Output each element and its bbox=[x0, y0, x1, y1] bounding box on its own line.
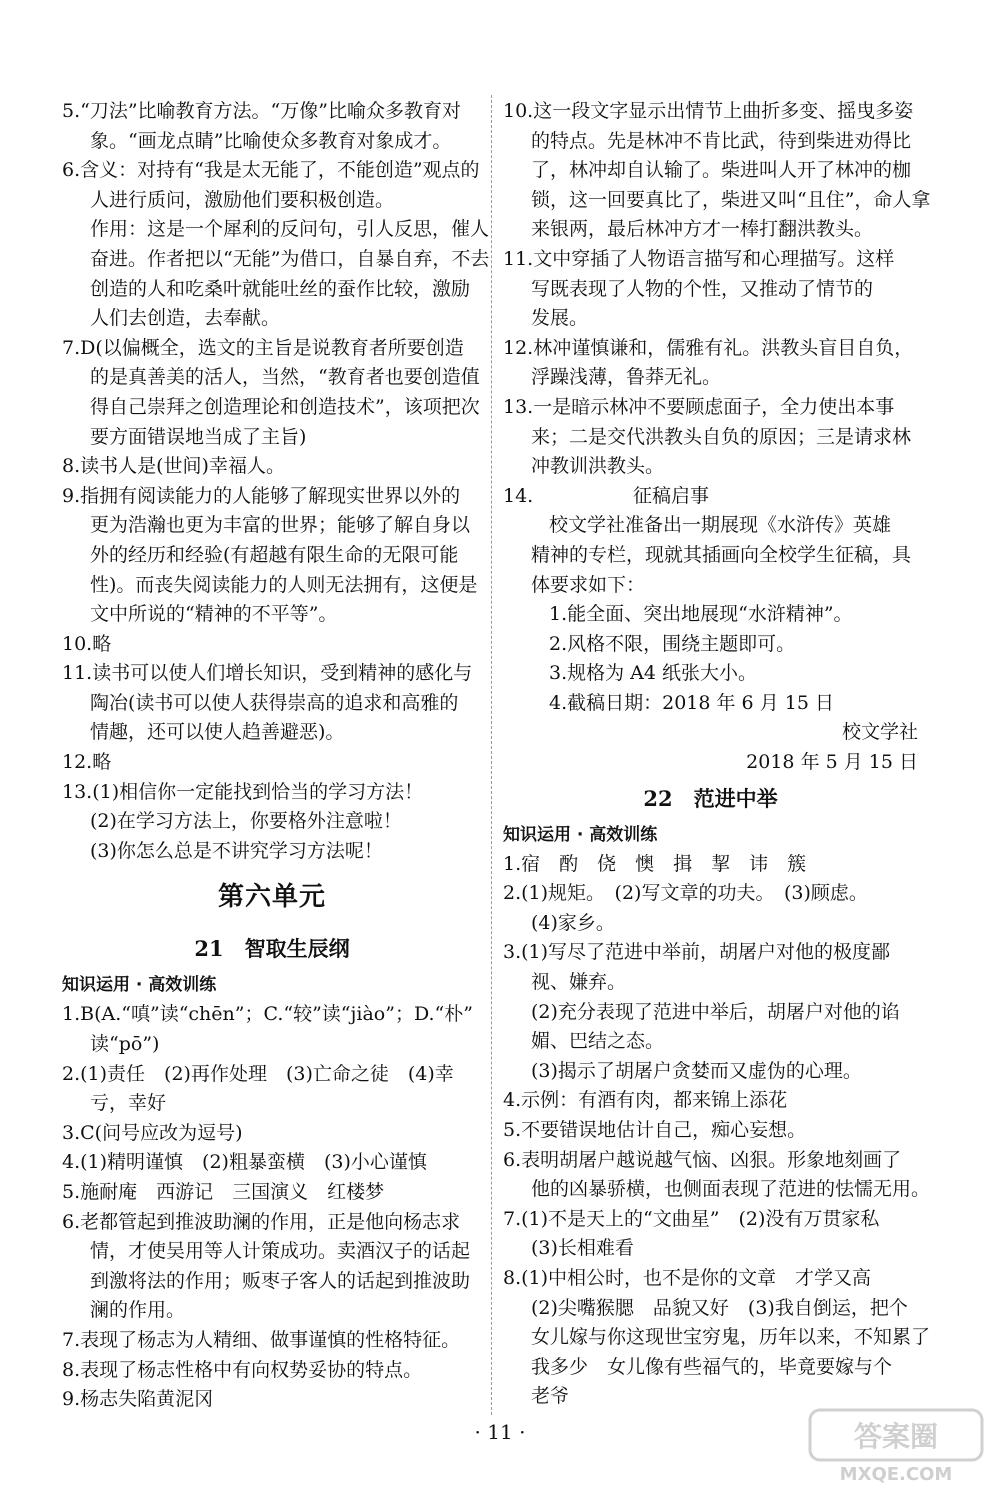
right-answer-line: 7.(1)不是天上的“文曲星” (2)没有万贯家私 bbox=[503, 1207, 880, 1230]
left-answer-line: 2.(1)责任 (2)再作处理 (3)亡命之徒 (4)幸 bbox=[62, 1062, 454, 1085]
right-answer-line: 12.林冲谨慎谦和，儒雅有礼。洪教头盲目自负， bbox=[503, 336, 914, 359]
left-answer-line: 陶冶(读书可以使人获得崇高的追求和高雅的 bbox=[90, 691, 459, 714]
left-answer-line: 11.读书可以使人们增长知识，受到精神的感化与 bbox=[62, 662, 473, 685]
left-answer-line: 得自己崇拜之创造理论和创造技术”，该项把次 bbox=[90, 395, 480, 418]
left-answer-line: 性)。而丧失阅读能力的人则无法拥有，这便是 bbox=[90, 573, 478, 596]
left-answer-line: 7.表现了杨志为人精细、做事谨慎的性格特征。 bbox=[62, 1328, 461, 1351]
right-column bbox=[503, 97, 931, 1412]
left-answer-line: 9.杨志失陷黄泥冈 bbox=[62, 1388, 214, 1411]
right-answer-line: 10.这一段文字显示出情节上曲折多变、摇曳多姿 bbox=[503, 100, 914, 122]
left-answer-line: 5.施耐庵 西游记 三国演义 红楼梦 bbox=[62, 1181, 385, 1203]
left-answer-line: 人们去创造，去奉献。 bbox=[90, 307, 281, 330]
left-answer-line: 外的经历和经验(有超越有限生命的无限可能 bbox=[90, 543, 459, 566]
left-answer-line: 3.C(问号应改为逗号) bbox=[62, 1121, 243, 1144]
left-answer-line: 的是真善美的活人，当然，“教育者也要创造值 bbox=[90, 366, 480, 389]
signature-line: 校文学社 bbox=[841, 721, 918, 744]
left-answer-line: 10.略 bbox=[62, 632, 112, 655]
left-answer-line: 8.读书人是(世间)幸福人。 bbox=[62, 455, 285, 478]
right-answer-line: 来；二是交代洪教头自负的原因；三是请求林 bbox=[531, 425, 912, 448]
left-answer-line: 澜的作用。 bbox=[90, 1299, 186, 1322]
right-answer-line: 写既表现了人物的个性，又推动了情节的 bbox=[531, 277, 874, 300]
left-answer-line: 4.(1)精明谨慎 (2)粗暴蛮横 (3)小心谨慎 bbox=[62, 1151, 427, 1174]
right-answer-line: (2)充分表现了范进中举后，胡屠户对他的谄 bbox=[531, 1000, 900, 1023]
left-answer-line: (2)在学习方法上，你要格外注意啦！ bbox=[90, 810, 402, 833]
left-answer-line: 9.指拥有阅读能力的人能够了解现实世界以外的 bbox=[62, 484, 461, 507]
left-answer-line: 8.表现了杨志性格中有向权势妥协的特点。 bbox=[62, 1358, 423, 1381]
left-answer-line: 1.B(A.“嗔”读“chēn”；C.“较”读“jiào”；D.“朴” bbox=[62, 1003, 473, 1026]
right-answer-line: 女儿嫁与你这现世宝穷鬼，历年以来，不知累了 bbox=[531, 1326, 931, 1349]
right-answer-line: 3.(1)写尽了范进中举前，胡屠户对他的极度鄙 bbox=[503, 941, 891, 964]
right-answer-line: 媚、巴结之态。 bbox=[531, 1030, 665, 1053]
left-answer-line: (3)你怎么总是不讲究学习方法呢！ bbox=[90, 839, 383, 862]
left-answer-line: 13.(1)相信你一定能找到恰当的学习方法！ bbox=[62, 780, 424, 803]
right-answer-line: 2.风格不限，围绕主题即可。 bbox=[549, 632, 796, 655]
right-answer-line: 校文学社准备出一期展现《水浒传》英雄 bbox=[549, 514, 892, 537]
lesson-title: 21 智取生辰纲 bbox=[194, 936, 350, 962]
right-answer-line: 冲教训洪教头。 bbox=[531, 455, 665, 478]
page-number: · 11 · bbox=[474, 1420, 526, 1444]
right-answer-line: (3)揭示了胡屠户贪婪而又虚伪的心理。 bbox=[531, 1059, 862, 1082]
right-answer-line: 4.截稿日期：2018 年 6 月 15 日 bbox=[549, 691, 834, 714]
signature-line: 2018 年 5 月 15 日 bbox=[746, 751, 918, 774]
left-answer-line: 人进行质问，激励他们要积极创造。 bbox=[90, 188, 395, 211]
right-answer-line: 1.能全面、突出地展现“水浒精神”。 bbox=[549, 603, 853, 626]
left-answer-line: 5.“刀法”比喻教育方法。“万像”比喻众多教育对 bbox=[62, 100, 461, 122]
left-answer-line: 情，才使吴用等人计策成功。卖酒汉子的话起 bbox=[90, 1240, 471, 1263]
right-answer-line: 13.一是暗示林冲不要顾虑面子，全力使出本事 bbox=[503, 395, 895, 418]
left-answer-line: 奋进。作者把以“无能”为借口，自暴自弃，不去 bbox=[90, 247, 490, 270]
left-answer-line: 到激将法的作用；贩枣子客人的话起到推波助 bbox=[90, 1269, 471, 1292]
right-answer-line: 精神的专栏，现就其插画向全校学生征稿，具 bbox=[531, 543, 912, 566]
right-answer-line: 锁，这一回要真比了，柴进又叫“且住”，命人拿 bbox=[531, 188, 931, 211]
watermark-logo bbox=[806, 1406, 986, 1486]
left-answer-line: 读“pō”) bbox=[90, 1033, 160, 1056]
right-answer-line: 发展。 bbox=[531, 307, 589, 330]
unit-heading: 第六单元 bbox=[217, 882, 326, 913]
notice-title: 征稿启事 bbox=[633, 484, 710, 507]
left-answer-line: 7.D(以偏概全，选文的主旨是说教育者所要创造 bbox=[62, 336, 464, 359]
notice-title-line bbox=[503, 482, 918, 512]
left-column bbox=[62, 97, 490, 1415]
column-divider bbox=[491, 95, 492, 1415]
right-answer-line: 的特点。先是林冲不肯比武，待到柴进劝得比 bbox=[531, 129, 912, 152]
left-answer-line: 6.老都管起到推波助澜的作用，正是他向杨志求 bbox=[62, 1210, 461, 1233]
item-number: 14. bbox=[503, 484, 534, 507]
section-heading: 知识运用 · 高效训练 bbox=[62, 975, 217, 996]
svg-text:MXQE.COM: MXQE.COM bbox=[839, 1464, 953, 1485]
left-answer-line: 更为浩瀚也更为丰富的世界；能够了解自身以 bbox=[90, 514, 471, 537]
right-answer-line: 我多少 女儿像有些福气的，毕竟要嫁与个 bbox=[531, 1355, 893, 1378]
right-answer-line: (2)尖嘴猴腮 品貌又好 (3)我自倒运，把个 bbox=[531, 1296, 908, 1319]
left-answer-line: 12.略 bbox=[62, 751, 112, 774]
right-answer-line: 他的凶暴骄横，也侧面表现了范进的怯懦无用。 bbox=[531, 1178, 931, 1201]
left-answer-line: 象。“画龙点睛”比喻使众多教育对象成才。 bbox=[90, 129, 452, 152]
left-answer-line: 创造的人和吃桑叶就能吐丝的蚕作比较，激励 bbox=[90, 277, 471, 300]
left-answer-line: 情趣，还可以使人趋善避恶)。 bbox=[90, 721, 345, 744]
right-answer-line: 来银两，最后林冲方才一棒打翻洪教头。 bbox=[531, 218, 874, 241]
right-answer-line: 体要求如下： bbox=[531, 573, 646, 596]
right-answer-line: 1.宿 酌 侥 懊 揖 挈 讳 簇 bbox=[503, 852, 807, 875]
left-answer-line: 作用：这是一个犀利的反问句，引人反思，催人 bbox=[90, 218, 490, 241]
section-heading: 知识运用 · 高效训练 bbox=[503, 824, 658, 845]
left-answer-line: 文中所说的“精神的不平等”。 bbox=[90, 603, 338, 626]
right-answer-line: 老爷 bbox=[531, 1385, 570, 1408]
lesson-title: 22 范进中举 bbox=[643, 785, 778, 811]
right-answer-line: 2.(1)规矩。 (2)写文章的功夫。 (3)顾虑。 bbox=[503, 882, 868, 905]
svg-text:答案圈: 答案圈 bbox=[853, 1420, 939, 1453]
left-answer-line: 亏，幸好 bbox=[90, 1092, 167, 1115]
left-answer-line: 要方面错误地当成了主旨) bbox=[90, 425, 307, 448]
right-answer-line: 4.示例：有酒有肉，都来锦上添花 bbox=[503, 1089, 788, 1112]
right-answer-line: 浮躁浅薄，鲁莽无礼。 bbox=[531, 366, 722, 389]
right-answer-line: 5.不要错误地估计自己，痴心妄想。 bbox=[503, 1119, 807, 1141]
right-answer-line: 8.(1)中相公时，也不是你的文章 才学又高 bbox=[503, 1266, 872, 1289]
right-answer-line: (4)家乡。 bbox=[531, 911, 615, 934]
left-answer-line: 6.含义：对持有“我是太无能了，不能创造”观点的 bbox=[62, 159, 480, 182]
right-answer-line: (3)长相难看 bbox=[531, 1237, 634, 1260]
right-answer-line: 6.表明胡屠户越说越气恼、凶狠。形象地刻画了 bbox=[503, 1148, 902, 1171]
right-answer-line: 视、嫌弃。 bbox=[531, 971, 627, 994]
right-answer-line: 了，林冲却自认输了。柴进叫人开了林冲的枷 bbox=[531, 159, 912, 182]
right-answer-line: 11.文中穿插了人物语言描写和心理描写。这样 bbox=[503, 247, 895, 270]
right-answer-line: 3.规格为 A4 纸张大小。 bbox=[549, 662, 758, 685]
